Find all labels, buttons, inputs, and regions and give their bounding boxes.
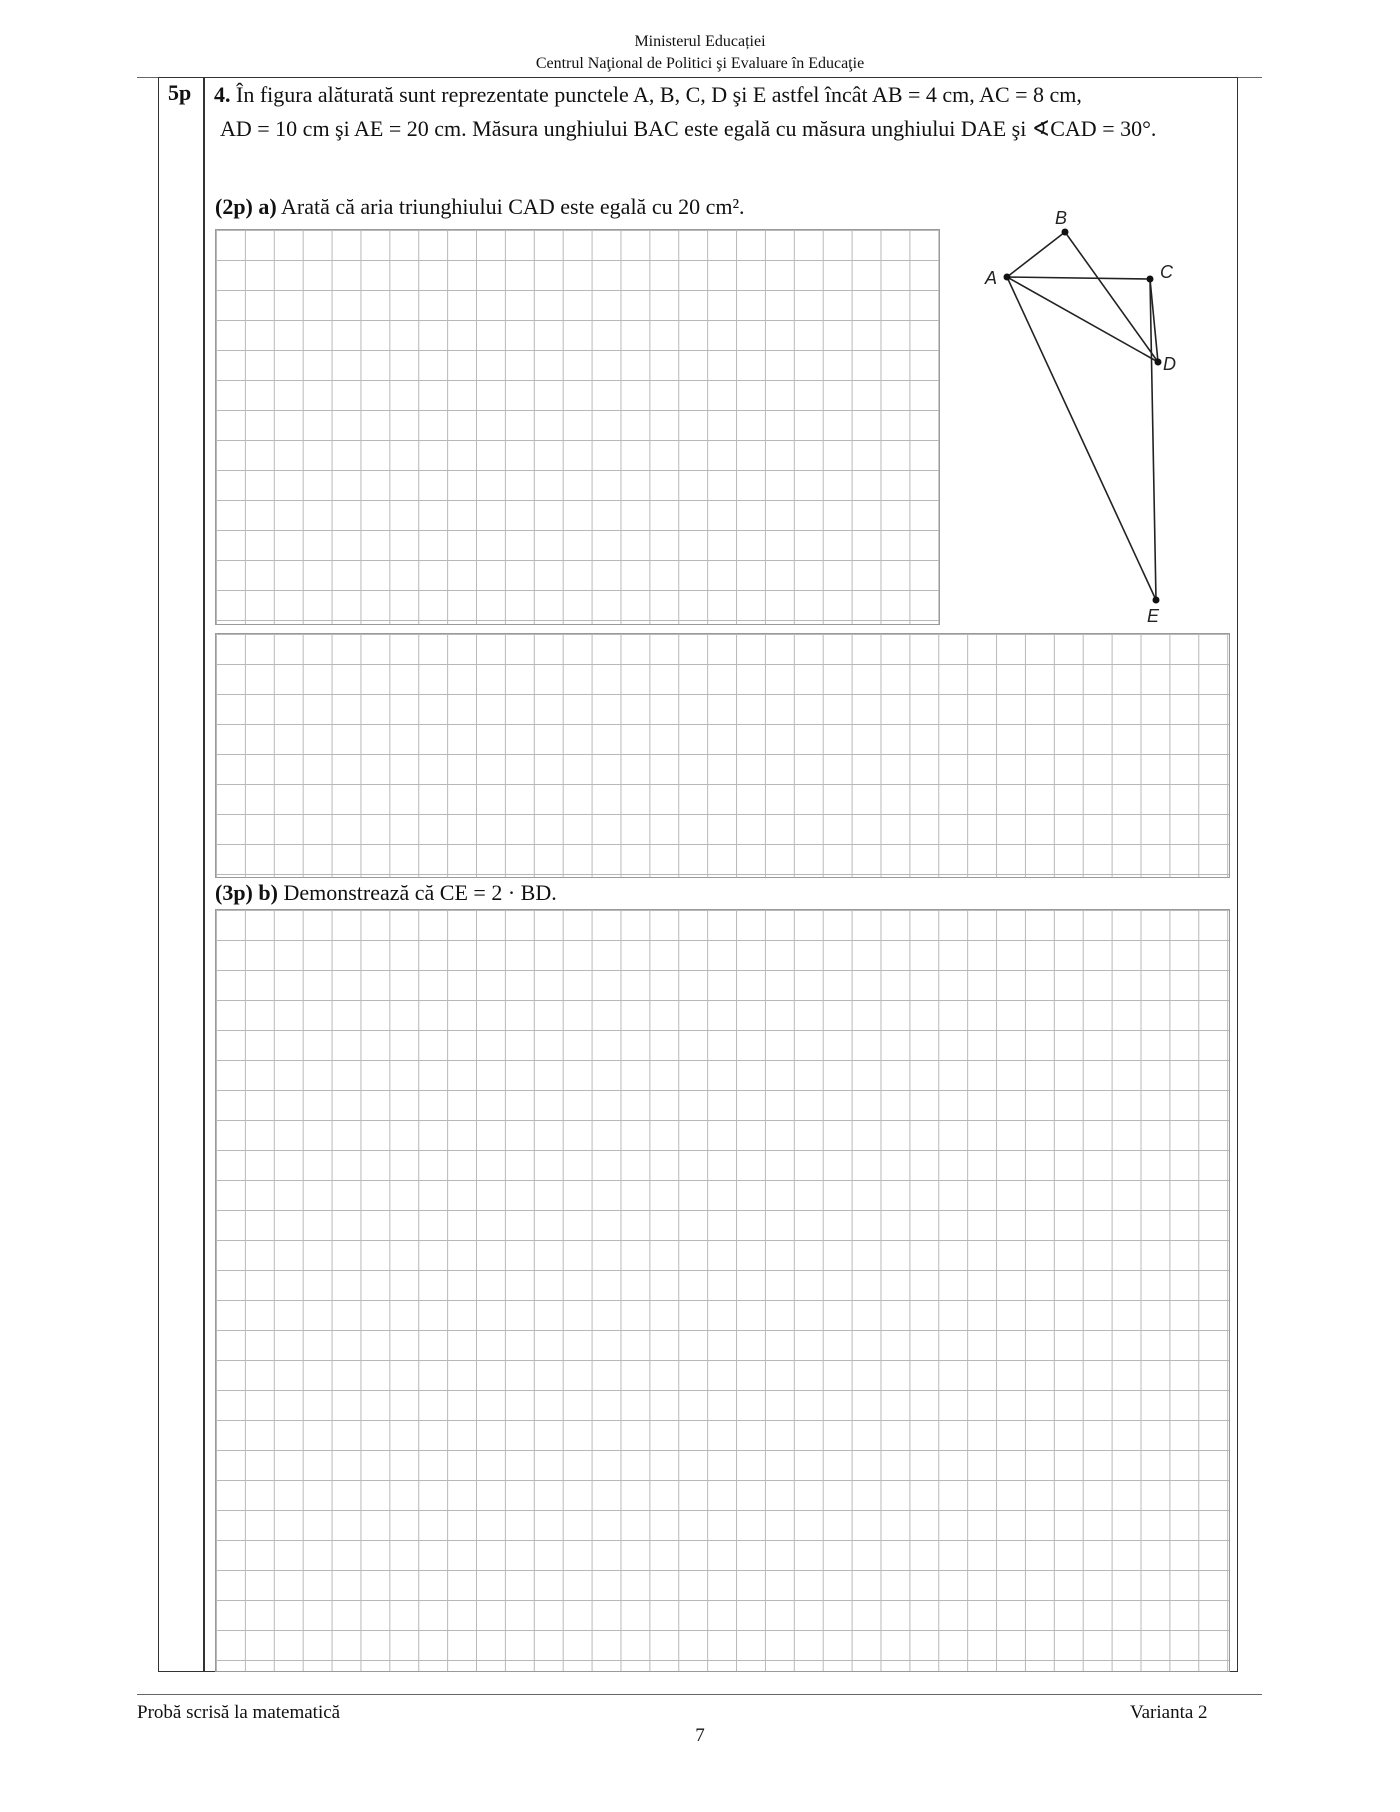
point-C [1147,276,1154,283]
header-ministry: Ministerul Educației [634,33,766,50]
label-D: D [1163,354,1176,374]
footer-variant: Varianta 2 [1130,1702,1208,1723]
answer-grid-b[interactable] [215,909,1230,1672]
part-a-prompt: (2p) a) Arată că aria triunghiului CAD este egală cu 20 cm². [215,194,745,219]
segment-AC [1007,277,1150,279]
point-A [1004,274,1011,281]
label-E: E [1147,606,1160,626]
segment-AE [1007,277,1156,600]
part-b-prompt: (3p) b) Demonstrează că CE = 2 · BD. [215,880,557,905]
header-center: Centrul Naţional de Politici şi Evaluare în Educaţie [535,55,865,72]
label-A: A [985,268,998,288]
label-C: C [1160,262,1173,282]
point-B [1062,229,1069,236]
segment-AD [1007,277,1158,362]
problem-statement-line1: 4. În figura alăturată sunt reprezentate punctele A, B, C, D şi E astfel încât AB = 4 cm, AC = 8 cm, [214,82,1082,107]
problem-statement-line2: AD = 10 cm şi AE = 20 cm. Măsura unghiului BAC este egală cu măsura unghiului DAE şi ∢CAD = 30°. [220,116,1157,141]
segment-BD [1065,232,1158,362]
point-E [1153,597,1160,604]
bottom-rule [137,1694,1262,1695]
answer-grid-a[interactable] [215,229,940,625]
answer-grid-a-extension[interactable] [215,633,1230,878]
label-B: B [1055,208,1068,228]
points-column-divider [203,77,205,1672]
point-D [1155,359,1162,366]
problem-points: 5p [168,80,192,105]
segment-AB [1007,232,1065,277]
footer-exam-title: Probă scrisă la matematică [137,1702,341,1723]
geometry-figure [965,200,1200,630]
page-number: 7 [695,1725,705,1746]
